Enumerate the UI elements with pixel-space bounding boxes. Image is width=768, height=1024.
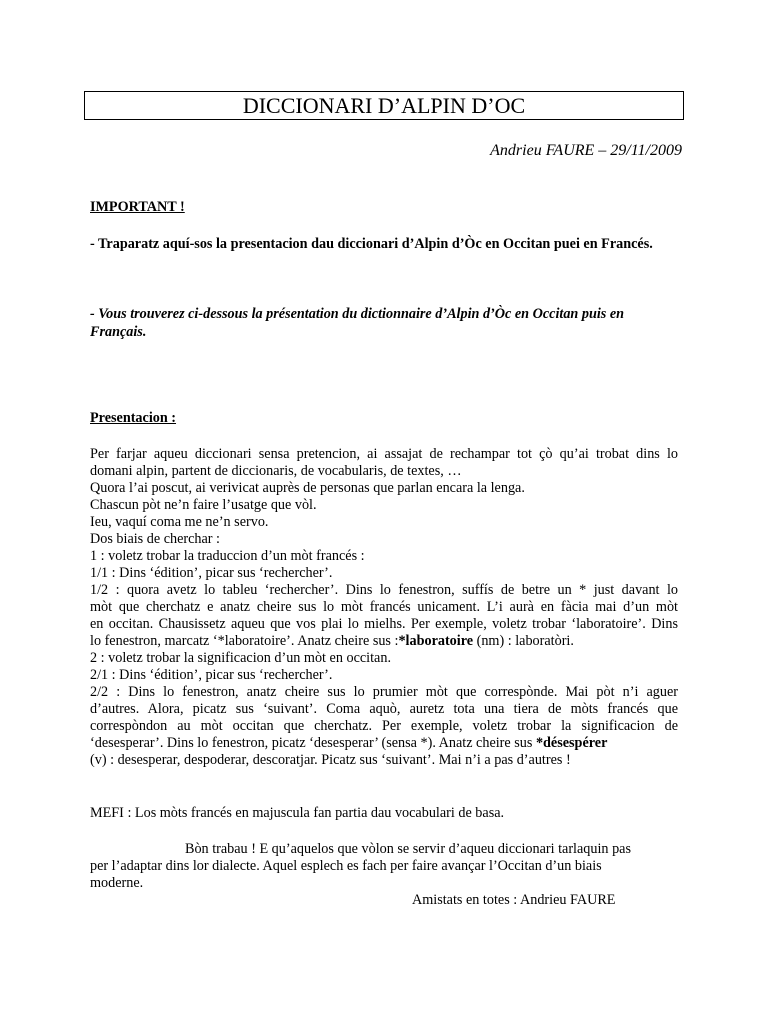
- body-line: 1/1 : Dins ‘édition’, picar sus ‘rechercher’.: [90, 565, 333, 581]
- body-text: lo fenestron, marcatz ‘*laboratoire’. Anatz cheire sus :: [90, 633, 399, 649]
- mefi-note: MEFI : Los mòts francés en majuscula fan partia dau vocabulari de basa.: [90, 805, 505, 821]
- body-line: Bòn trabau ! E qu’aquelos que vòlon se servir d’aqueu diccionari tarlaquin pas: [185, 841, 631, 857]
- body-line: domani alpin, partent de diccionaris, de vocabularis, de textes, …: [90, 463, 462, 479]
- body-text: (nm) : laboratòri.: [473, 633, 574, 649]
- important-heading: IMPORTANT !: [90, 199, 185, 215]
- body-line: d’autres. Alora, picatz sus ‘suivant’. Coma aquò, auretz tota una tiera de mòts francés que: [90, 701, 678, 717]
- body-line: [90, 633, 678, 650]
- document-title-text: DICCIONARI D’ALPIN D’OC: [242, 92, 526, 118]
- body-line: [90, 735, 678, 752]
- body-line: mòt que cherchatz e anatz cheire sus lo mòt francés unicament. L’i aurà en fàcia mai d’un mòt: [90, 599, 678, 615]
- closing-paragraph: [90, 841, 678, 892]
- body-line: 2/2 : Dins lo fenestron, anatz cheire sus lo prumier mòt que correspònde. Mai pòt n’i aguer: [90, 684, 678, 700]
- body-line: 1 : voletz trobar la traduccion d’un mòt francés :: [90, 548, 365, 564]
- body-line: (v) : desesperar, despoderar, descoratjar. Picatz sus ‘suivant’. Mai n’i a pas d’autres !: [90, 752, 571, 768]
- body-line: per l’adaptar dins lor dialecte. Aquel esplech es fach per faire avançar l’Occitan d’un biais: [90, 858, 602, 874]
- body-line: Ieu, vaquí coma me ne’n servo.: [90, 514, 269, 530]
- body-bold-term: *laboratoire: [398, 633, 474, 649]
- body-line: en occitan. Chausissetz aqueu que vos plai lo mielhs. Per exemple, voletz trobar ‘laboratoire’. Dins: [90, 616, 678, 632]
- body-text: ‘desesperar’. Dins lo fenestron, picatz ‘desesperar’ (sensa *). Anatz cheire sus: [90, 735, 536, 751]
- document-title: [84, 91, 684, 120]
- body-line: 1/2 : quora avetz lo tableu ‘rechercher’. Dins lo fenestron, suffís de betre un * just davant lo: [90, 582, 678, 598]
- body-line: correspòndon au mòt occitan que cherchatz. Per exemple, voletz trobar la significacion de: [90, 718, 678, 734]
- presentacion-body: [90, 446, 678, 769]
- body-line: 2/1 : Dins ‘édition’, picar sus ‘rechercher’.: [90, 667, 333, 683]
- note-occitan: - Traparatz aquí-sos la presentacion dau diccionari d’Alpin d’Òc en Occitan puei en Francés.: [90, 236, 653, 252]
- body-bold-term: *désespérer: [535, 735, 608, 751]
- presentacion-heading: Presentacion :: [90, 410, 177, 426]
- body-line: moderne.: [90, 875, 144, 891]
- signature: Amistats en totes : Andrieu FAURE: [412, 892, 616, 908]
- author-date-line: Andrieu FAURE – 29/11/2009: [490, 142, 682, 159]
- body-line: Chascun pòt ne’n faire l’usatge que vòl.: [90, 497, 317, 513]
- note-french: - Vous trouverez ci-dessous la présentation du dictionnaire d’Alpin d’Òc en Occitan puis en Français.: [90, 306, 625, 340]
- body-line: Quora l’ai poscut, ai verivicat auprès de personas que parlan encara la lenga.: [90, 480, 525, 496]
- body-line: Dos biais de cherchar :: [90, 531, 221, 547]
- body-line: Per farjar aqueu diccionari sensa pretencion, ai assajat de rechampar tot çò qu’ai trobat dins lo: [90, 446, 678, 462]
- body-line: 2 : voletz trobar la significacion d’un mòt en occitan.: [90, 650, 391, 666]
